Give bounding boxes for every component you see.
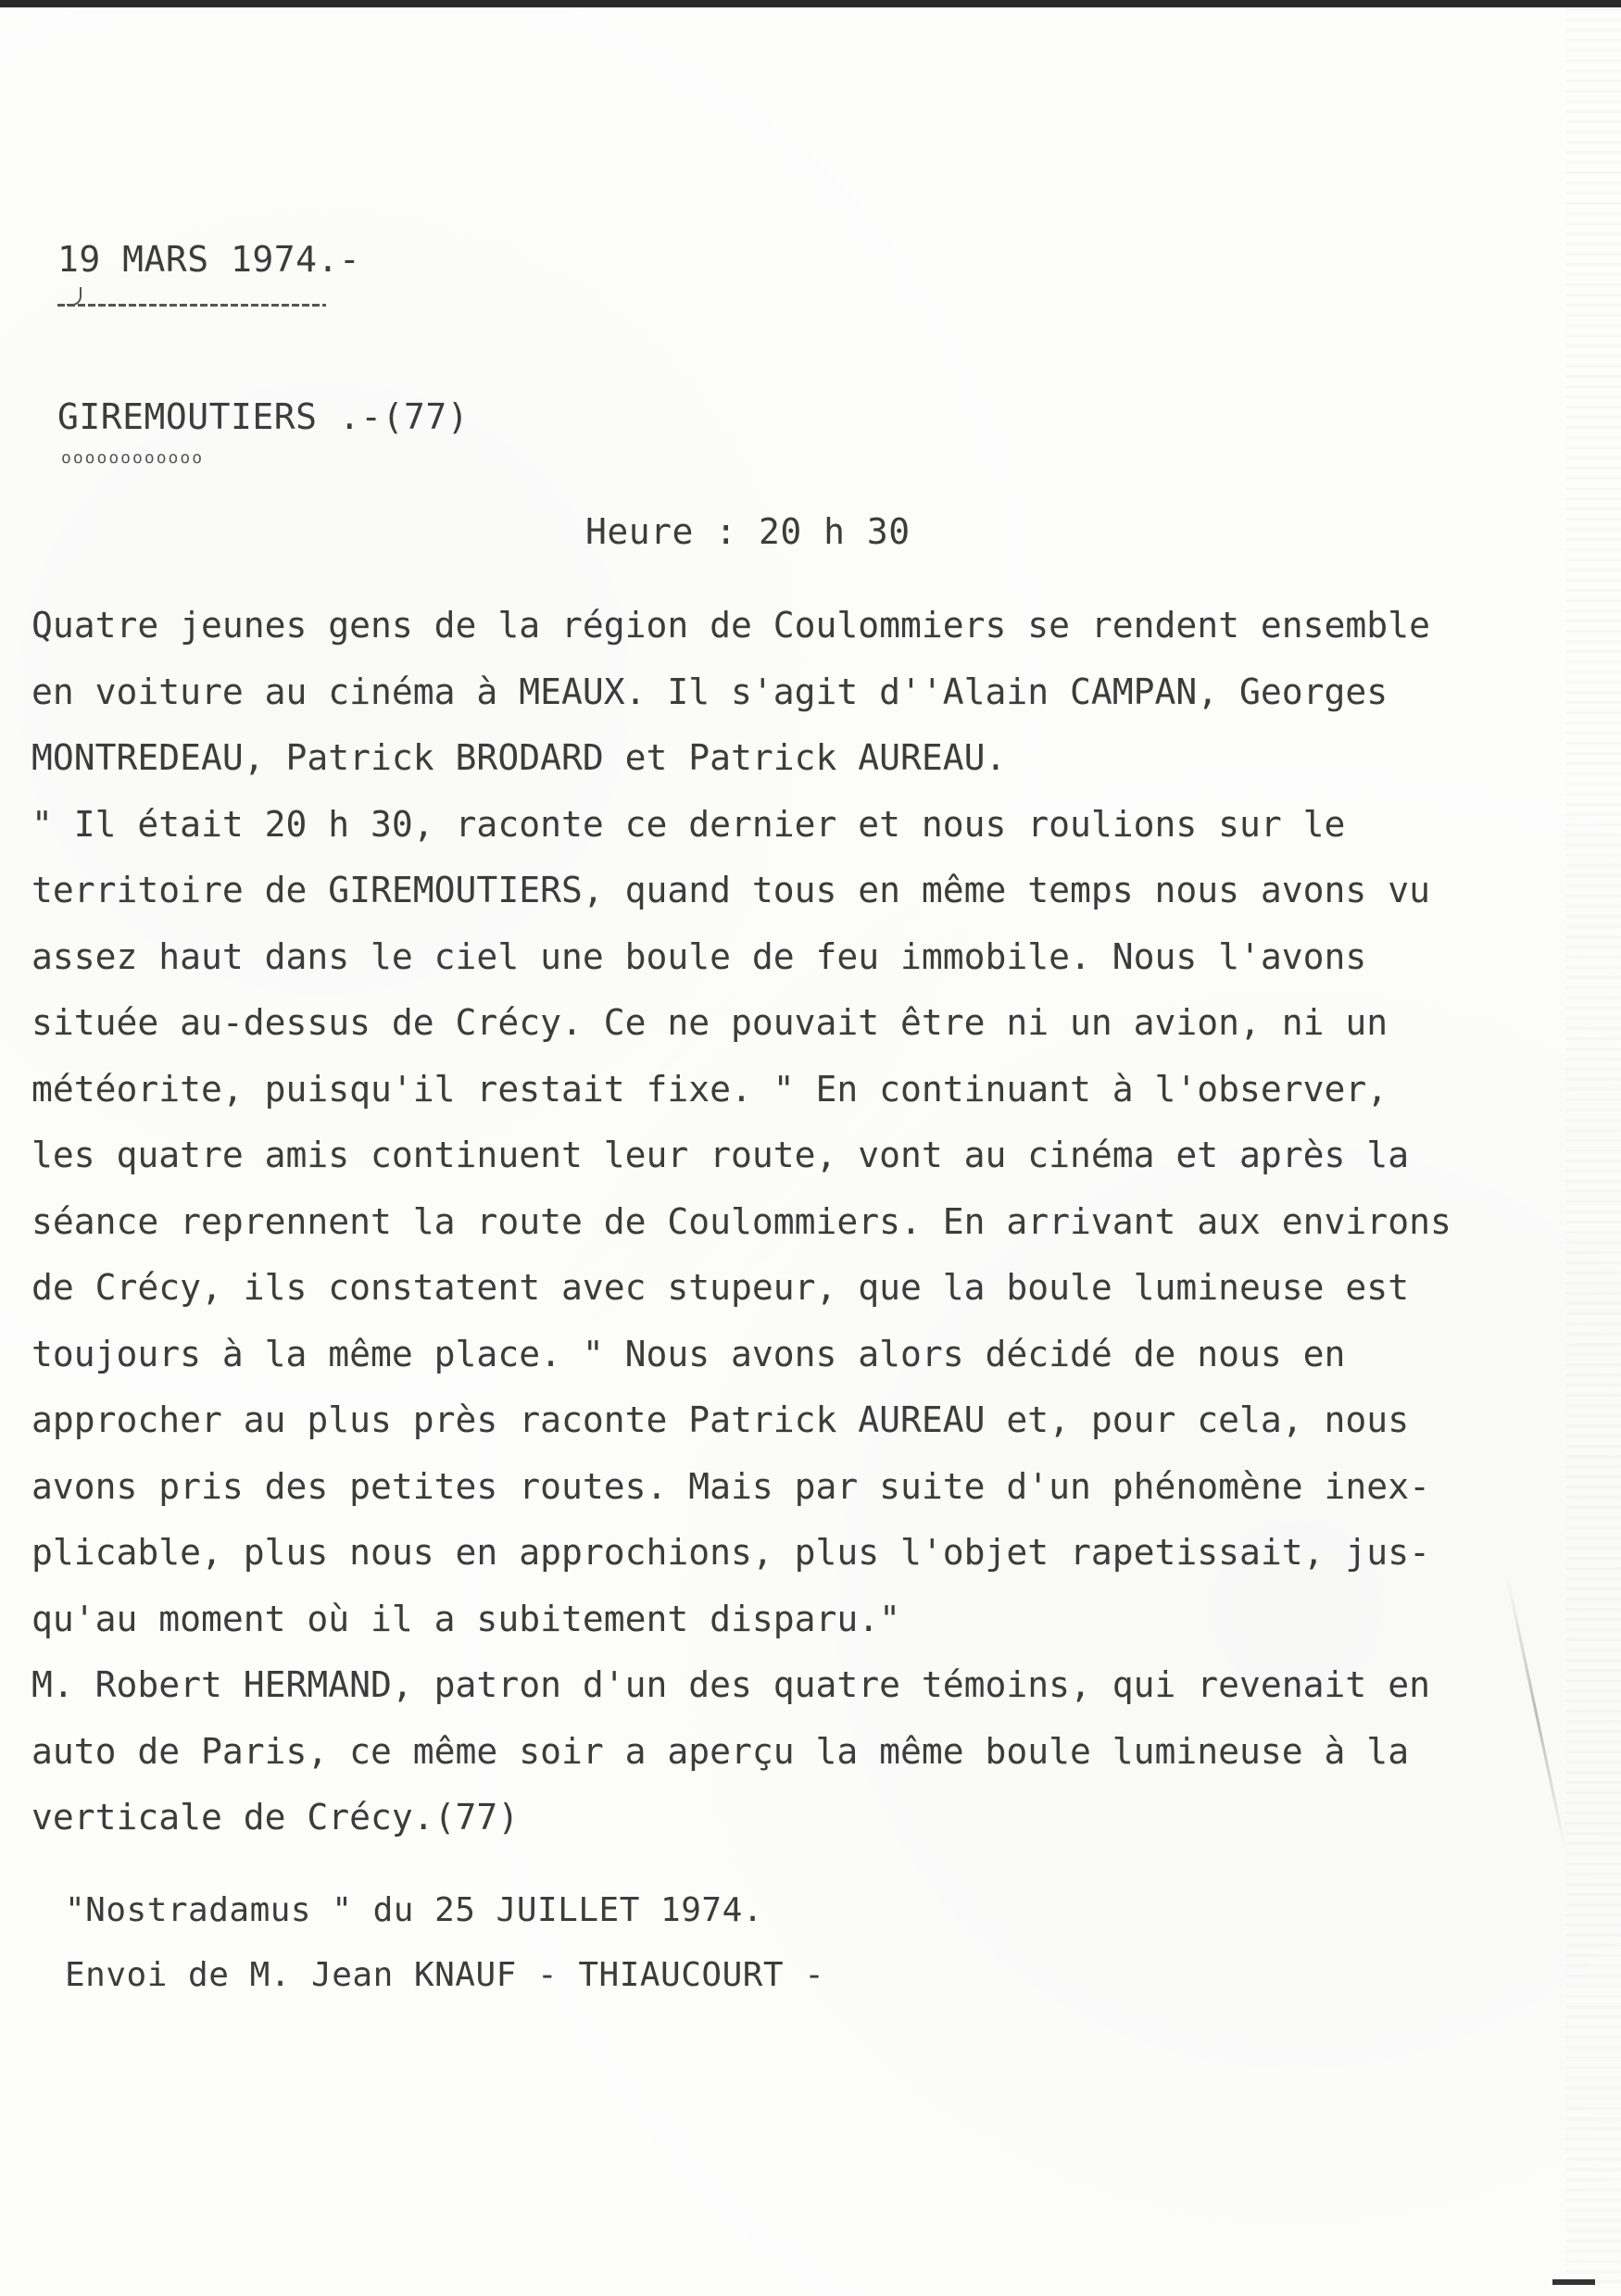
body-line: territoire de GIREMOUTIERS, quand tous en même temps nous avons vu	[31, 870, 1430, 910]
body-line: séance reprennent la route de Coulommiers. En arrivant aux environs	[31, 1200, 1451, 1242]
body-line: auto de Paris, ce même soir a aperçu la même boule lumineuse à la	[31, 1730, 1410, 1772]
location-underline: oooooooooooo	[61, 448, 205, 468]
body-line: Quatre jeunes gens de la région de Coulommiers se rendent ensemble	[31, 605, 1430, 646]
body-line: les quatre amis continuent leur route, vont au cinéma et après la	[31, 1135, 1410, 1175]
body-line: avons pris des petites routes. Mais par suite d'un phénomène inex-	[31, 1465, 1430, 1507]
body-line: située au-dessus de Crécy. Ce ne pouvait être ni un avion, ni un	[31, 1002, 1389, 1043]
body-line: de Crécy, ils constatent avec stupeur, que la boule lumineuse est	[31, 1267, 1410, 1308]
body-line: météorite, puisqu'il restait fixe. " En continuant à l'observer,	[31, 1068, 1389, 1110]
scan-edge-noise	[1565, 9, 1621, 2288]
report-date: 19 MARS 1974.-	[57, 239, 361, 280]
body-line: toujours à la même place. " Nous avons alors décidé de nous en	[31, 1333, 1346, 1374]
report-location: GIREMOUTIERS .-(77)	[57, 396, 470, 437]
report-hour: Heure : 20 h 30	[585, 511, 911, 552]
body-line: M. Robert HERMAND, patron d'un des quatre témoins, qui revenait en	[31, 1664, 1430, 1705]
body-line: assez haut dans le ciel une boule de feu immobile. Nous l'avons	[31, 935, 1367, 977]
body-line: qu'au moment où il a subitement disparu."	[31, 1598, 900, 1639]
report-body	[31, 593, 1551, 1851]
date-underline-hook	[67, 287, 82, 306]
body-line: en voiture au cinéma à MEAUX. Il s'agit d''Alain CAMPAN, Georges	[31, 671, 1389, 712]
body-line: " Il était 20 h 30, raconte ce dernier et nous roulions sur le	[31, 803, 1346, 845]
body-line: plicable, plus nous en approchions, plus l'objet rapetissait, jus-	[31, 1532, 1430, 1573]
source-citation: "Nostradamus " du 25 JUILLET 1974.	[65, 1891, 763, 1929]
corner-mark	[1552, 2279, 1595, 2285]
sender-note: Envoi de M. Jean KNAUF - THIAUCOURT -	[65, 1956, 825, 1994]
body-line: verticale de Crécy.(77)	[31, 1797, 520, 1838]
body-line: approcher au plus près raconte Patrick AUREAU et, pour cela, nous	[31, 1399, 1410, 1440]
date-underline	[57, 304, 326, 307]
body-line: MONTREDEAU, Patrick BRODARD et Patrick AUREAU.	[31, 737, 1007, 778]
top-border-rule	[0, 0, 1621, 7]
